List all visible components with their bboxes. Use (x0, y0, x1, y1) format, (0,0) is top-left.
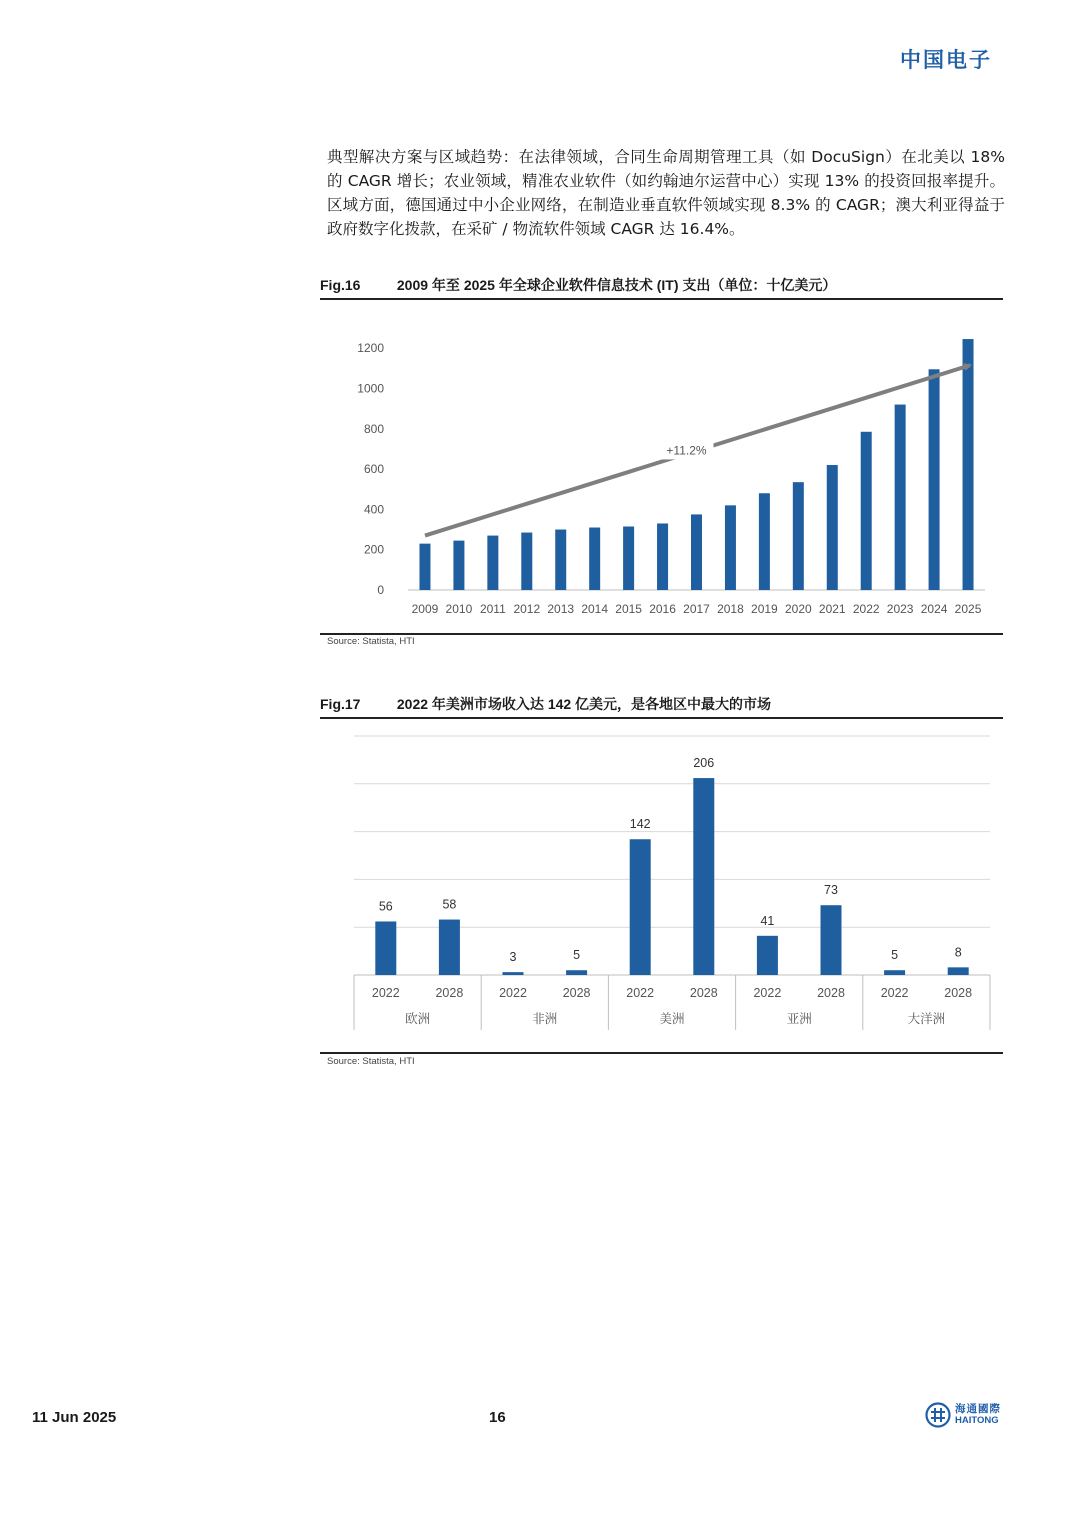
logo-en-text: HAITONG (955, 1415, 999, 1426)
fig16-bar (759, 493, 770, 590)
fig17-year-label: 2028 (817, 986, 845, 1000)
haitong-logo (925, 1402, 1001, 1428)
fig16-ytick-label: 1000 (357, 381, 384, 396)
fig17-year-label: 2028 (944, 986, 973, 1000)
fig17-data-label: 3 (509, 950, 517, 965)
fig17-data-label: 5 (891, 948, 899, 963)
fig17-year-label: 2022 (880, 986, 909, 1000)
fig17-region-label: 大洋洲 (907, 1012, 946, 1026)
fig17-year-label: 2028 (689, 986, 718, 1000)
fig16-xtick-label: 2019 (751, 602, 778, 616)
fig16-title: 2009 年至 2025 年全球企业软件信息技术 (IT) 支出（单位：十亿美元） (396, 277, 837, 293)
fig16-bar (895, 405, 906, 590)
fig16-xtick-label: 2024 (920, 602, 948, 616)
fig17-data-label: 56 (378, 899, 393, 914)
fig16-bar (861, 432, 872, 590)
fig17-chart (320, 716, 1003, 1050)
fig16-bar (725, 505, 736, 590)
fig17-bar (884, 970, 905, 975)
intro-paragraph: 典型解决方案与区域趋势：在法律领域，合同生命周期管理工具（如 DocuSign）在北美以 18% 的 CAGR 增长；农业领域，精准农业软件（如约翰迪尔运营中心）实现 13% 的投资回报率提升。区域方面，德国通过中小企业网络，在制造业垂直软件领域实现 8.3% 的 CAGR；澳大利亚得益于政府数字化拨款，在采矿 / 物流软件领域 CAGR 达 16.4%。 (327, 148, 1005, 238)
fig16-xtick-label: 2025 (954, 602, 982, 616)
page-number: 16 (489, 1409, 506, 1426)
fig16-title-bar (320, 275, 1003, 300)
fig16-xtick-label: 2022 (852, 602, 880, 616)
fig16-bar (691, 514, 702, 590)
fig16-cagr-annotation: +11.2% (666, 443, 707, 458)
fig16-xtick-label: 2017 (683, 602, 710, 616)
fig16-xtick-label: 2011 (479, 602, 506, 616)
fig17-data-label: 41 (760, 913, 775, 928)
fig16-ytick-label: 800 (363, 421, 384, 436)
fig16-xtick-label: 2016 (649, 602, 676, 616)
fig16-ytick-label: 1200 (357, 341, 384, 356)
fig17-region-label: 亚洲 (786, 1012, 812, 1026)
fig16-xtick-label: 2010 (445, 602, 473, 616)
fig17-bar (693, 778, 714, 975)
fig16-xtick-label: 2009 (411, 602, 439, 616)
fig16-chart (320, 318, 1003, 630)
fig17-bar (439, 920, 460, 975)
fig16-bar (521, 533, 532, 590)
fig17-bar (566, 970, 587, 975)
fig16-bar (555, 530, 566, 590)
fig16-xtick-label: 2013 (547, 602, 575, 616)
fig16-xtick-label: 2018 (717, 602, 744, 616)
fig17-region-label: 非洲 (532, 1012, 558, 1026)
fig16-xtick-label: 2012 (513, 602, 541, 616)
fig16-xtick-label: 2021 (818, 602, 846, 616)
fig17-bar (375, 921, 396, 975)
fig17-label: Fig.17 (320, 696, 361, 712)
fig17-data-label: 58 (442, 897, 457, 912)
fig16-source: Source: Statista, HTI (327, 636, 415, 647)
fig17-bar (821, 905, 842, 975)
fig17-bar (630, 839, 651, 975)
fig17-data-label: 142 (629, 817, 651, 832)
fig16-ytick-label: 200 (363, 542, 384, 557)
fig17-year-label: 2022 (626, 986, 655, 1000)
fig16-xtick-label: 2014 (581, 602, 609, 616)
fig17-bar (757, 936, 778, 975)
fig16-xtick-label: 2015 (615, 602, 642, 616)
fig16-bar (963, 339, 974, 590)
fig17-region-label: 欧洲 (405, 1012, 431, 1026)
fig16-ytick-label: 0 (377, 583, 384, 597)
fig17-year-label: 2022 (499, 986, 527, 1000)
fig16-bar (929, 369, 940, 590)
fig17-title: 2022 年美洲市场收入达 142 亿美元，是各地区中最大的市场 (396, 696, 772, 712)
fig17-data-label: 8 (954, 945, 962, 960)
fig16-bar (419, 544, 430, 590)
logo-cn-text: 海通國際 (955, 1403, 1001, 1415)
fig17-bar (503, 972, 524, 975)
fig16-ytick-label: 400 (363, 502, 384, 517)
fig16-xtick-label: 2023 (886, 602, 914, 616)
fig17-region-label: 美洲 (659, 1012, 685, 1026)
fig16-ytick-label: 600 (363, 462, 384, 477)
haitong-logo-icon (925, 1402, 951, 1428)
fig16-bar (623, 527, 634, 590)
fig16-bar (657, 523, 668, 590)
fig17-year-label: 2022 (371, 986, 400, 1000)
fig16-xtick-label: 2020 (784, 602, 812, 616)
fig16-bar (487, 536, 498, 590)
fig16-bar (589, 528, 600, 590)
fig17-data-label: 73 (824, 883, 838, 898)
fig16-bar (453, 541, 464, 590)
fig17-source: Source: Statista, HTI (327, 1056, 415, 1067)
fig17-data-label: 206 (693, 756, 715, 771)
fig16-bar (793, 482, 804, 590)
fig17-year-label: 2028 (435, 986, 464, 1000)
footer-date: 11 Jun 2025 (32, 1409, 117, 1426)
fig17-year-label: 2028 (562, 986, 591, 1000)
fig17-bar (948, 967, 969, 975)
fig17-bottom-rule (320, 1052, 1003, 1054)
fig17-data-label: 5 (573, 948, 581, 963)
fig16-bottom-rule (320, 633, 1003, 635)
fig16-label: Fig.16 (320, 277, 361, 293)
header-brand: 中国电子 (900, 49, 992, 72)
fig16-bar (827, 465, 838, 590)
fig17-year-label: 2022 (753, 986, 782, 1000)
